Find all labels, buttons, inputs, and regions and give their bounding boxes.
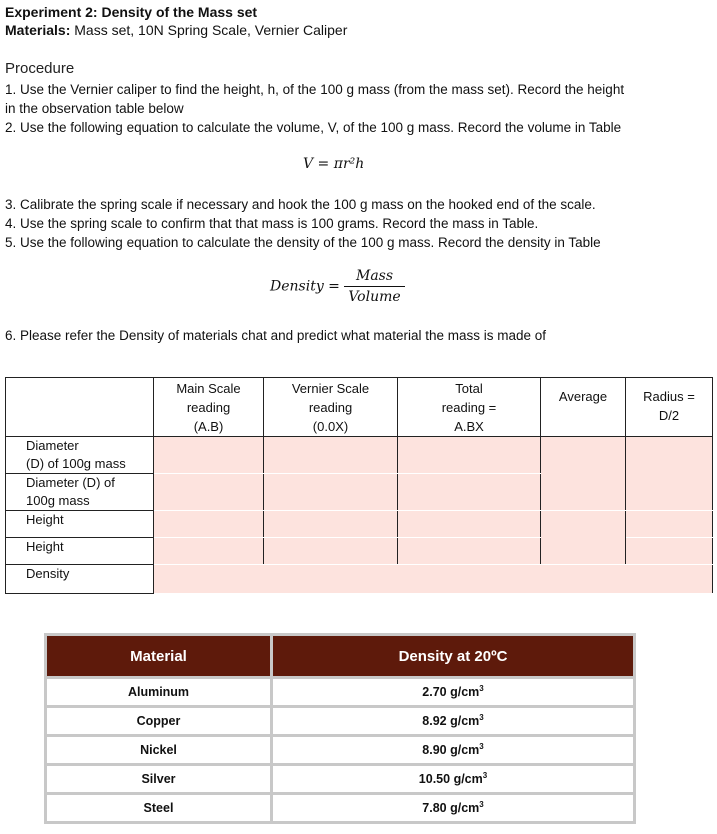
procedure-heading: Procedure — [5, 60, 75, 77]
material-name: Nickel — [46, 736, 272, 765]
cell-radius-height-1[interactable] — [626, 511, 713, 538]
row-label-diameter-1 — [6, 437, 154, 474]
materials-line — [5, 22, 347, 38]
step-1-line-1: 1. Use the Vernier caliper to find the height, h, of the 100 g mass (from the mass set). Record the height — [5, 82, 625, 97]
row-label-line1: Diameter — [26, 438, 79, 453]
material-density — [272, 707, 635, 736]
row-label-height-1: Height — [6, 511, 154, 538]
density-denominator: Volume — [348, 289, 401, 305]
step-3: 3. Calibrate the spring scale if necessary and hook the 100 g mass on the hooked end of the scale. — [5, 197, 596, 212]
density-header-row — [46, 635, 635, 678]
row-label-line1: Diameter (D) of — [26, 475, 115, 490]
density-numerator: Mass — [344, 268, 404, 287]
header-empty — [6, 378, 154, 437]
header-total-line1: Total — [455, 381, 483, 396]
cell-main-scale[interactable] — [154, 474, 264, 511]
header-total-line2: reading = — [441, 400, 497, 415]
step-2: 2. Use the following equation to calculate the volume, V, of the 100 g mass. Record the volume in Table — [5, 120, 622, 135]
cell-vernier[interactable] — [264, 538, 398, 565]
density-fraction — [344, 268, 404, 305]
material-density — [272, 765, 635, 794]
row-label-height-2: Height — [6, 538, 154, 565]
row-label-diameter-2 — [6, 474, 154, 511]
cell-total[interactable] — [398, 437, 541, 474]
header-main-scale-line1: Main Scale — [176, 381, 241, 396]
density-unit: g/cm — [450, 714, 480, 729]
table-row — [6, 565, 713, 594]
cell-average-height[interactable] — [541, 511, 626, 565]
volume-equation: V = πr²h — [303, 156, 365, 172]
header-material: Material — [46, 635, 272, 678]
cell-main-scale[interactable] — [154, 511, 264, 538]
materials-text: Mass set, 10N Spring Scale, Vernier Caliper — [70, 22, 348, 38]
header-main-scale-line2: reading — [186, 400, 231, 415]
density-unit: g/cm — [450, 801, 480, 816]
density-value: 8.90 — [422, 743, 447, 758]
table-row — [46, 707, 635, 736]
cell-vernier[interactable] — [264, 511, 398, 538]
header-density: Density at 20ºC — [272, 635, 635, 678]
observation-header-row — [6, 378, 713, 437]
material-density — [272, 736, 635, 765]
header-radius-line2: D/2 — [658, 408, 680, 423]
density-value: 7.80 — [422, 801, 447, 816]
cell-vernier[interactable] — [264, 437, 398, 474]
material-name: Copper — [46, 707, 272, 736]
density-value: 10.50 — [418, 772, 451, 787]
table-row — [6, 437, 713, 474]
density-value: 2.70 — [422, 685, 447, 700]
step-4: 4. Use the spring scale to confirm that that mass is 100 grams. Record the mass in Table. — [5, 216, 539, 231]
cell-main-scale[interactable] — [154, 437, 264, 474]
header-average — [541, 378, 626, 437]
cell-total[interactable] — [398, 474, 541, 511]
table-row — [46, 765, 635, 794]
header-main-scale-line3: (A.B) — [193, 419, 224, 434]
header-vernier-line1: Vernier Scale — [291, 381, 370, 396]
density-unit-sup: 3 — [482, 771, 488, 781]
density-unit-sup: 3 — [479, 742, 484, 752]
material-name: Steel — [46, 794, 272, 823]
cell-vernier[interactable] — [264, 474, 398, 511]
density-unit-sup: 3 — [479, 713, 484, 723]
material-name: Aluminum — [46, 678, 272, 707]
table-row — [6, 511, 713, 538]
density-unit: g/cm — [450, 743, 480, 758]
row-label-density: Density — [6, 565, 154, 594]
density-equation — [270, 268, 405, 305]
header-radius — [626, 378, 713, 437]
density-unit: g/cm — [453, 772, 483, 787]
cell-total[interactable] — [398, 511, 541, 538]
materials-label: Materials: — [5, 22, 71, 38]
cell-radius[interactable] — [626, 437, 713, 511]
table-row — [46, 678, 635, 707]
cell-total[interactable] — [398, 538, 541, 565]
table-row — [46, 794, 635, 823]
density-value: 8.92 — [422, 714, 447, 729]
row-label-line2: 100g mass — [26, 493, 90, 508]
density-unit-sup: 3 — [479, 800, 484, 810]
step-5: 5. Use the following equation to calculate the density of the 100 g mass. Record the density in Table — [5, 235, 601, 250]
density-unit: g/cm — [450, 685, 480, 700]
cell-average-diameter[interactable] — [541, 437, 626, 511]
header-total-line3: A.BX — [454, 419, 484, 434]
step-6: 6. Please refer the Density of materials chat and predict what material the mass is made of — [5, 328, 547, 343]
header-vernier-line3: (0.0X) — [312, 419, 349, 434]
header-vernier-scale — [264, 378, 398, 437]
material-density — [272, 678, 635, 707]
step-1-line-2: in the observation table below — [5, 101, 184, 116]
header-main-scale — [154, 378, 264, 437]
header-vernier-line2: reading — [308, 400, 353, 415]
cell-main-scale[interactable] — [154, 538, 264, 565]
header-total-reading — [398, 378, 541, 437]
material-density — [272, 794, 635, 823]
observation-table — [5, 377, 713, 594]
cell-density[interactable] — [154, 565, 713, 594]
density-equation-lhs: Density = — [270, 278, 340, 295]
header-radius-line1: Radius = — [643, 389, 695, 404]
row-label-line2: (D) of 100g mass — [26, 456, 126, 471]
table-row — [46, 736, 635, 765]
density-unit-sup: 3 — [479, 684, 484, 694]
page-title: Experiment 2: Density of the Mass set — [5, 4, 258, 20]
header-average-label: Average — [558, 389, 608, 404]
cell-radius-height-2[interactable] — [626, 538, 713, 565]
density-materials-table — [44, 633, 636, 824]
material-name: Silver — [46, 765, 272, 794]
